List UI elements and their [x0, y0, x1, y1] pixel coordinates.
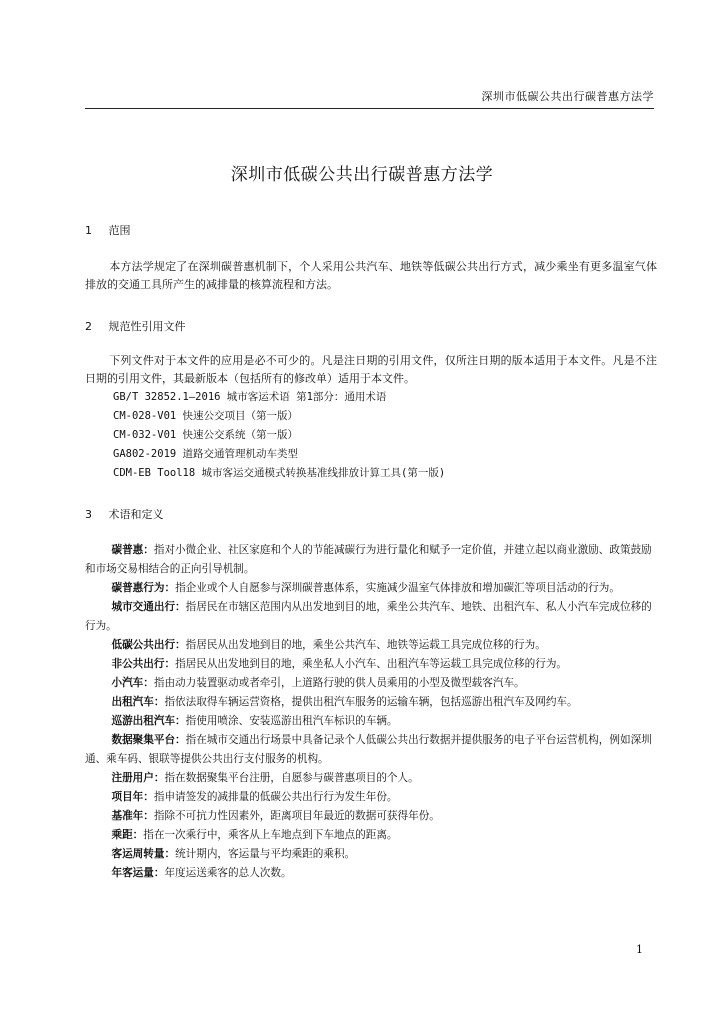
term-text: 指在城市交通出行场景中具备记录个人低碳公共出行数据并提供服务的电子平台运营机构，例如深圳通、乘车码、银联等提供公共出行支付服务的机构。	[85, 734, 652, 765]
term-label: 乘距：	[111, 829, 144, 841]
term-text: 统计期内，客运量与平均乘距的乘积。	[175, 848, 356, 860]
section-title: 规范性引用文件	[108, 320, 186, 333]
term-definition	[85, 636, 657, 655]
term-definition	[85, 598, 657, 636]
term-definition	[85, 826, 657, 845]
section-number: 3	[85, 508, 92, 521]
term-label: 巡游出租汽车：	[111, 715, 186, 727]
term-definition	[85, 579, 657, 598]
term-label: 出租汽车：	[111, 696, 165, 708]
term-definition	[85, 807, 657, 826]
section-title: 术语和定义	[108, 508, 164, 521]
running-header: 深圳市低碳公共出行碳普惠方法学	[481, 90, 654, 103]
section-2-heading	[85, 318, 186, 334]
section-3-heading	[85, 506, 164, 522]
term-text: 指居民从出发地到目的地，乘坐公共汽车、地铁等运载工具完成位移的行为。	[185, 639, 546, 651]
term-definition	[85, 655, 657, 674]
term-text: 指在数据聚集平台注册，自愿参与碳普惠项目的个人。	[164, 772, 419, 784]
term-definition	[85, 864, 657, 883]
term-label: 低碳公共出行：	[111, 639, 186, 651]
term-definition	[85, 712, 657, 731]
term-text: 指由动力装置驱动或者牵引，上道路行驶的供人员乘用的小型及微型载客汽车。	[153, 677, 525, 689]
term-definition	[85, 788, 657, 807]
section-title: 范围	[108, 224, 131, 237]
term-text: 指对小微企业、社区家庭和个人的节能减碳行为进行量化和赋予一定价值，并建立起以商业激励、政策鼓励和市场交易相结合的正向引导机制。	[85, 544, 652, 575]
term-label: 碳普惠行为：	[111, 582, 176, 594]
section-number: 1	[85, 224, 92, 237]
terms-list	[85, 541, 657, 883]
term-label: 城市交通出行：	[111, 601, 186, 613]
term-definition	[85, 541, 657, 579]
term-text: 指申请签发的减排量的低碳公共出行行为发生年份。	[153, 791, 398, 803]
page-number: 1	[636, 943, 643, 956]
term-label: 年客运量：	[111, 867, 165, 879]
scope-paragraph: 本方法学规定了在深圳碳普惠机制下，个人采用公共汽车、地铁等低碳公共出行方式，减少乘坐有更多温室气体排放的交通工具所产生的减排量的核算流程和方法。	[85, 260, 657, 291]
term-text: 指在一次乘行中，乘客从上车地点到下车地点的距离。	[143, 829, 398, 841]
term-text: 年度运送乘客的总人次数。	[164, 867, 292, 879]
term-text: 指企业或个人自愿参与深圳碳普惠体系，实施减少温室气体排放和增加碳汇等项目活动的行为。	[175, 582, 620, 594]
reference-item: CM-028-V01 快速公交项目（第一版）	[113, 410, 299, 422]
term-label: 数据聚集平台：	[111, 734, 186, 746]
reference-list	[113, 388, 445, 483]
term-label: 碳普惠：	[111, 544, 154, 556]
term-definition	[85, 769, 657, 788]
term-text: 指依法取得车辆运营资格，提供出租汽车服务的运输车辆，包括巡游出租汽车及网约车。	[164, 696, 578, 708]
term-definition	[85, 845, 657, 864]
section-1-heading	[85, 222, 131, 238]
term-definition	[85, 693, 657, 712]
term-text: 指居民在市辖区范围内从出发地到目的地，乘坐公共汽车、地铁、出租汽车、私人小汽车完成位移的行为。	[85, 601, 652, 632]
reference-item: CDM-EB Tool18 城市客运交通模式转换基准线排放计算工具(第一版)	[113, 467, 446, 479]
term-label: 基准年：	[111, 810, 154, 822]
term-text: 指除不可抗力性因素外，距离项目年最近的数据可获得年份。	[153, 810, 440, 822]
term-text: 指使用喷涂、安装巡游出租汽车标识的车辆。	[185, 715, 398, 727]
term-label: 客运周转量：	[111, 848, 176, 860]
term-label: 小汽车：	[111, 677, 154, 689]
term-label: 非公共出行：	[111, 658, 176, 670]
reference-item: CM-032-V01 快速公交系统（第一版）	[113, 429, 299, 441]
term-definition	[85, 731, 657, 769]
reference-item: GB/T 32852.1—2016 城市客运术语 第1部分：通用术语	[113, 391, 387, 403]
section-number: 2	[85, 320, 92, 333]
term-label: 项目年：	[111, 791, 154, 803]
document-title: 深圳市低碳公共出行碳普惠方法学	[230, 165, 494, 185]
term-definition	[85, 674, 657, 693]
header-rule	[85, 108, 654, 109]
term-text: 指居民从出发地到目的地，乘坐私人小汽车、出租汽车等运载工具完成位移的行为。	[175, 658, 568, 670]
references-intro-paragraph: 下列文件对于本文件的应用是必不可少的。凡是注日期的引用文件，仅所注日期的版本适用于本文件。凡是不注日期的引用文件，其最新版本（包括所有的修改单）适用于本文件。	[85, 354, 657, 385]
reference-item: GA802-2019 道路交通管理机动车类型	[113, 448, 299, 460]
term-label: 注册用户：	[111, 772, 165, 784]
